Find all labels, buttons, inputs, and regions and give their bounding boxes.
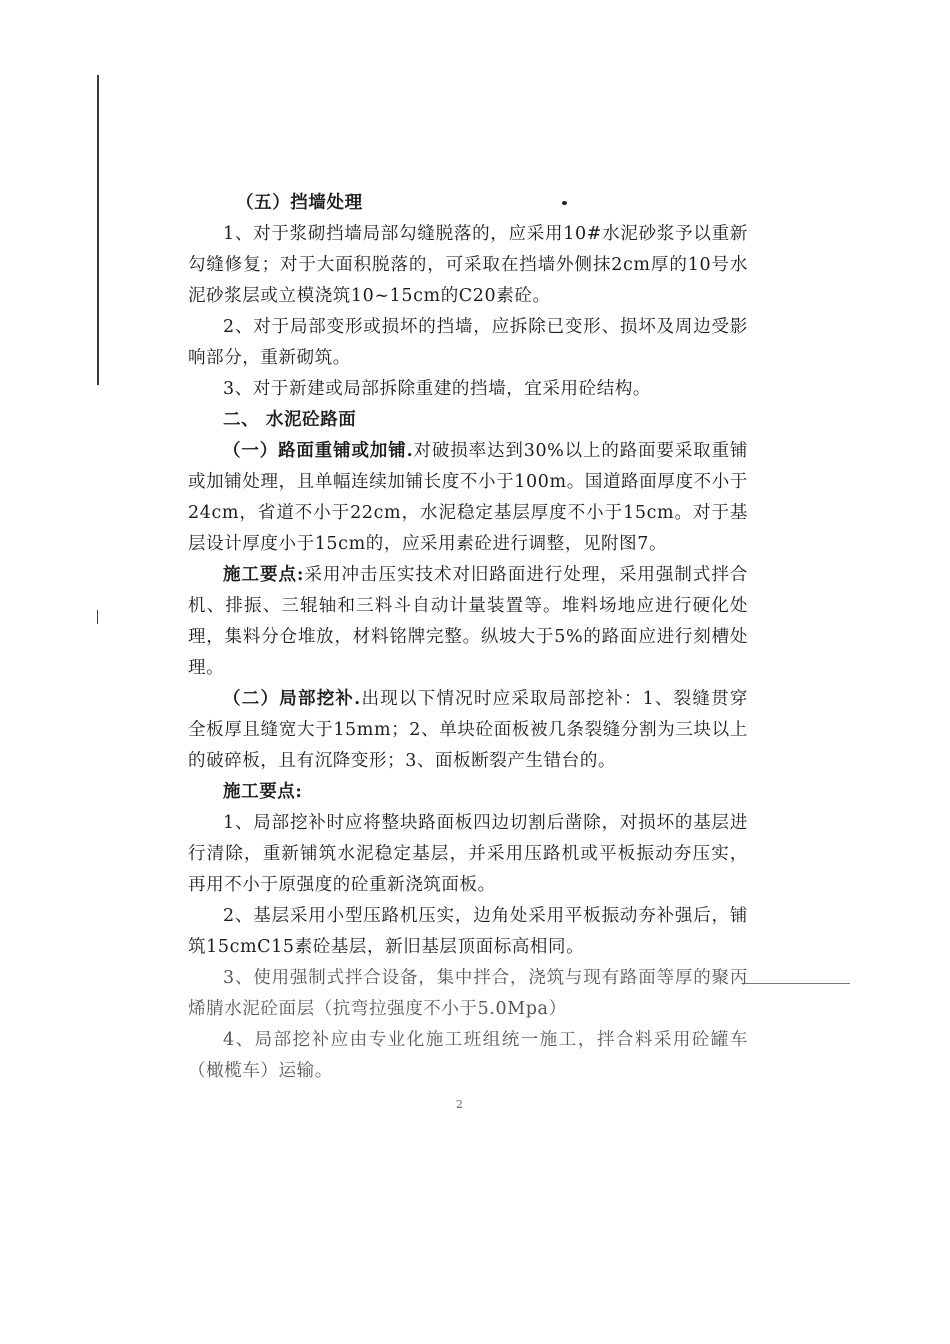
paragraph: 3、使用强制式拌合设备，集中拌合，浇筑与现有路面等厚的聚丙烯腈水泥砼面层（抗弯拉强度不小于5.0Mpa）	[188, 968, 748, 1019]
paragraph: 4、局部挖补应由专业化施工班组统一施工，拌合料采用砼罐车（橄榄车）运输。	[188, 1030, 748, 1081]
paragraph: 3、对于新建或局部拆除重建的挡墙，宜采用砼结构。	[223, 379, 652, 399]
paragraph	[188, 684, 748, 777]
key-points-label: 施工要点:	[223, 782, 303, 802]
paragraph: 1、局部挖补时应将整块路面板四边切割后凿除，对损坏的基层进行清除，重新铺筑水泥稳定基层，并采用压路机或平板振动夯压实，再用不小于原强度的砼重新浇筑面板。	[188, 813, 748, 895]
subsection-heading: （二）局部挖补.	[223, 689, 361, 709]
section-heading: （五）挡墙处理	[236, 193, 363, 213]
subsection-heading: （一）路面重铺或加铺.	[223, 441, 414, 461]
paragraph-text: 对破损率达到30%以上的路面要采取重铺或加铺处理，且单幅连续加铺长度不小于100m。国道路面厚度不小于24cm，省道不小于22cm，水泥稳定基层厚度不小于15cm。对于基层设计厚度小于15cm的，应采用素砼进行调整，见附图7。	[188, 441, 748, 554]
paragraph	[188, 560, 748, 684]
scan-margin-line	[97, 75, 99, 385]
document-body	[188, 188, 748, 1087]
scan-margin-mark	[97, 610, 98, 624]
paragraph-text: 采用冲击压实技术对旧路面进行处理，采用强制式拌合机、排振、三辊轴和三料斗自动计量装置等。堆料场地应进行硬化处理，集料分仓堆放，材料铭牌完整。纵坡大于5%的路面应进行刻槽处理。	[188, 565, 748, 678]
page-number: 2	[456, 1098, 463, 1111]
paragraph: 2、基层采用小型压路机压实，边角处采用平板振动夯补强后，铺筑15cmC15素砼基层，新旧基层顶面标高相同。	[188, 906, 748, 957]
scan-stray-line	[742, 983, 850, 984]
paragraph: 1、对于浆砌挡墙局部勾缝脱落的，应采用10#水泥砂浆予以重新勾缝修复；对于大面积脱落的，可采取在挡墙外侧抹2cm厚的10号水泥砂浆层或立模浇筑10~15cm的C20素砼。	[188, 224, 748, 306]
paragraph-text: 出现以下情况时应采取局部挖补：1、裂缝贯穿全板厚且缝宽大于15mm；2、单块砼面板被几条裂缝分割为三块以上的破碎板，且有沉降变形；3、面板断裂产生错台的。	[188, 689, 748, 771]
paragraph: 2、对于局部变形或损坏的挡墙，应拆除已变形、损坏及周边受影响部分，重新砌筑。	[188, 317, 748, 368]
key-points-label: 施工要点:	[223, 565, 305, 585]
part-heading: 二、 水泥砼路面	[223, 410, 357, 430]
paragraph	[188, 436, 748, 560]
